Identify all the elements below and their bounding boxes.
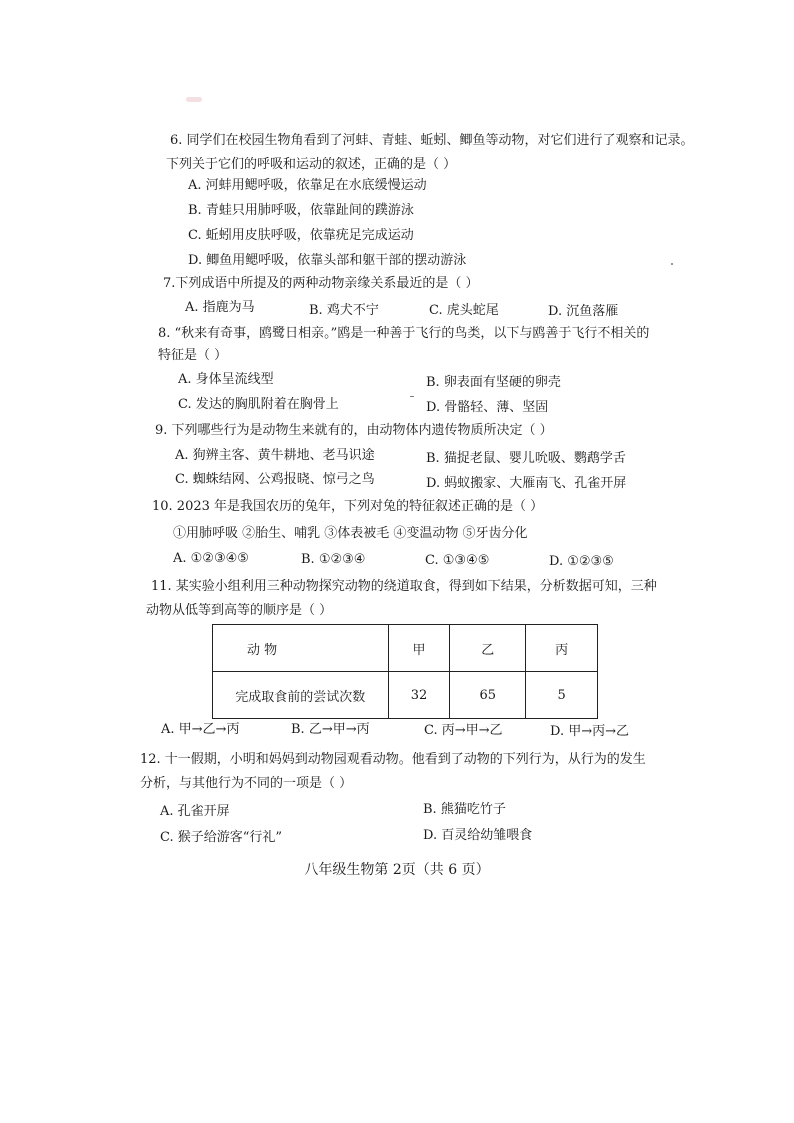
q12-option-a: A. 孔雀开屏 — [160, 804, 230, 819]
q9-option-b: B. 猫捉老鼠、婴儿吮吸、鹦鹉学舌 — [426, 451, 626, 466]
q12-stem-line1: 12. 十一假期，小明和妈妈到动物园观看动物。他看到了动物的下列行为，从行为的发生 — [140, 752, 646, 767]
q7-option-a: A. 指鹿为马 — [185, 300, 255, 315]
q12-option-d: D. 百灵给幼雏喂食 — [423, 828, 533, 843]
q10-option-c: C. ①③④⑤ — [425, 553, 490, 568]
q11-stem-line1: 11. 某实验小组利用三种动物探究动物的绕道取食，得到如下结果，分析数据可知，三种 — [151, 579, 657, 594]
table-header-yi: 乙 — [450, 625, 526, 672]
page-footer: 八年级生物第 2页（共 6 页） — [304, 862, 490, 878]
table-header-row — [213, 625, 598, 672]
q8-option-b: B. 卵表面有坚硬的卵壳 — [426, 375, 561, 390]
q11-option-d: D. 甲→丙→乙 — [550, 724, 630, 739]
table-header-jia: 甲 — [388, 625, 450, 672]
q9-stem: 9. 下列哪些行为是动物生来就有的，由动物体内遗传物质所决定（ ） — [155, 423, 553, 438]
q6-option-b: B. 青蛙只用肺呼吸，依靠趾间的蹼游泳 — [188, 203, 414, 218]
q6-stem-line1: 6. 同学们在校园生物角看到了河蚌、青蛙、蚯蚓、鲫鱼等动物，对它们进行了观察和记录。 — [170, 133, 694, 148]
speck — [410, 396, 414, 397]
q7-stem: 7.下列成语中所提及的两种动物亲缘关系最近的是（ ） — [163, 276, 479, 291]
q8-stem-line2: 特征是（ ） — [158, 348, 228, 363]
q10-option-d: D. ①②③⑤ — [549, 554, 614, 569]
q6-option-c: C. 蚯蚓用皮肤呼吸，依靠疣足完成运动 — [188, 228, 414, 243]
q6-stem-line2: 下列关于它们的呼吸和运动的叙述，正确的是（ ） — [166, 157, 457, 172]
q11-option-a: A. 甲→乙→丙 — [161, 722, 240, 737]
q6-option-d: D. 鲫鱼用鳃呼吸，依靠头部和躯干部的摆动游泳 — [188, 253, 467, 268]
table-header-animal: 动 物 — [213, 625, 389, 672]
q8-stem-line1: 8. “秋来有奇事，鸥鹭日相亲。”鸥是一种善于飞行的鸟类，以下与鸥善于飞行不相关的 — [158, 326, 650, 341]
q8-option-a: A. 身体呈流线型 — [178, 372, 274, 387]
q8-option-c: C. 发达的胸肌附着在胸骨上 — [178, 397, 339, 412]
table-cell-jia: 32 — [388, 672, 450, 719]
table-cell-bing: 5 — [526, 672, 598, 719]
q9-option-c: C. 蜘蛛结网、公鸡报晓、惊弓之鸟 — [175, 472, 375, 487]
table-row-label: 完成取食前的尝试次数 — [213, 672, 389, 719]
q12-option-c: C. 猴子给游客“行礼” — [160, 830, 283, 845]
q10-stem: 10. 2023 年是我国农历的兔年，下列对兔的特征叙述正确的是（ ） — [152, 499, 544, 514]
q9-option-a: A. 狗辨主客、黄牛耕地、老马识途 — [175, 448, 375, 463]
q9-option-d: D. 蚂蚁搬家、大雁南飞、孔雀开屏 — [426, 476, 627, 491]
q12-stem-line2: 分析，与其他行为不同的一项是（ ） — [140, 776, 353, 791]
table-cell-yi: 65 — [450, 672, 526, 719]
q11-stem-line2: 动物从低等到高等的顺序是（ ） — [146, 603, 333, 618]
attempts-table — [212, 624, 598, 719]
table-row — [213, 672, 598, 719]
q8-option-d: D. 骨骼轻、薄、坚固 — [426, 400, 549, 415]
q7-option-c: C. 虎头蛇尾 — [429, 303, 499, 318]
q10-option-b: B. ①②③④ — [301, 552, 366, 567]
speck — [671, 263, 673, 265]
q7-option-b: B. 鸡犬不宁 — [309, 303, 379, 318]
q6-option-a: A. 河蚌用鳃呼吸，依靠足在水底缓慢运动 — [188, 178, 427, 193]
q12-option-b: B. 熊猫吃竹子 — [423, 802, 506, 817]
q7-option-d: D. 沉鱼落雁 — [548, 304, 619, 319]
q11-option-c: C. 丙→甲→乙 — [424, 723, 503, 738]
table-header-bing: 丙 — [526, 625, 598, 672]
ink-smudge — [186, 97, 202, 102]
q10-option-a: A. ①②③④⑤ — [173, 551, 249, 566]
q10-items: ①用肺呼吸 ②胎生、哺乳 ③体表被毛 ④变温动物 ⑤牙齿分化 — [173, 526, 528, 541]
q11-option-b: B. 乙→甲→丙 — [291, 722, 370, 737]
